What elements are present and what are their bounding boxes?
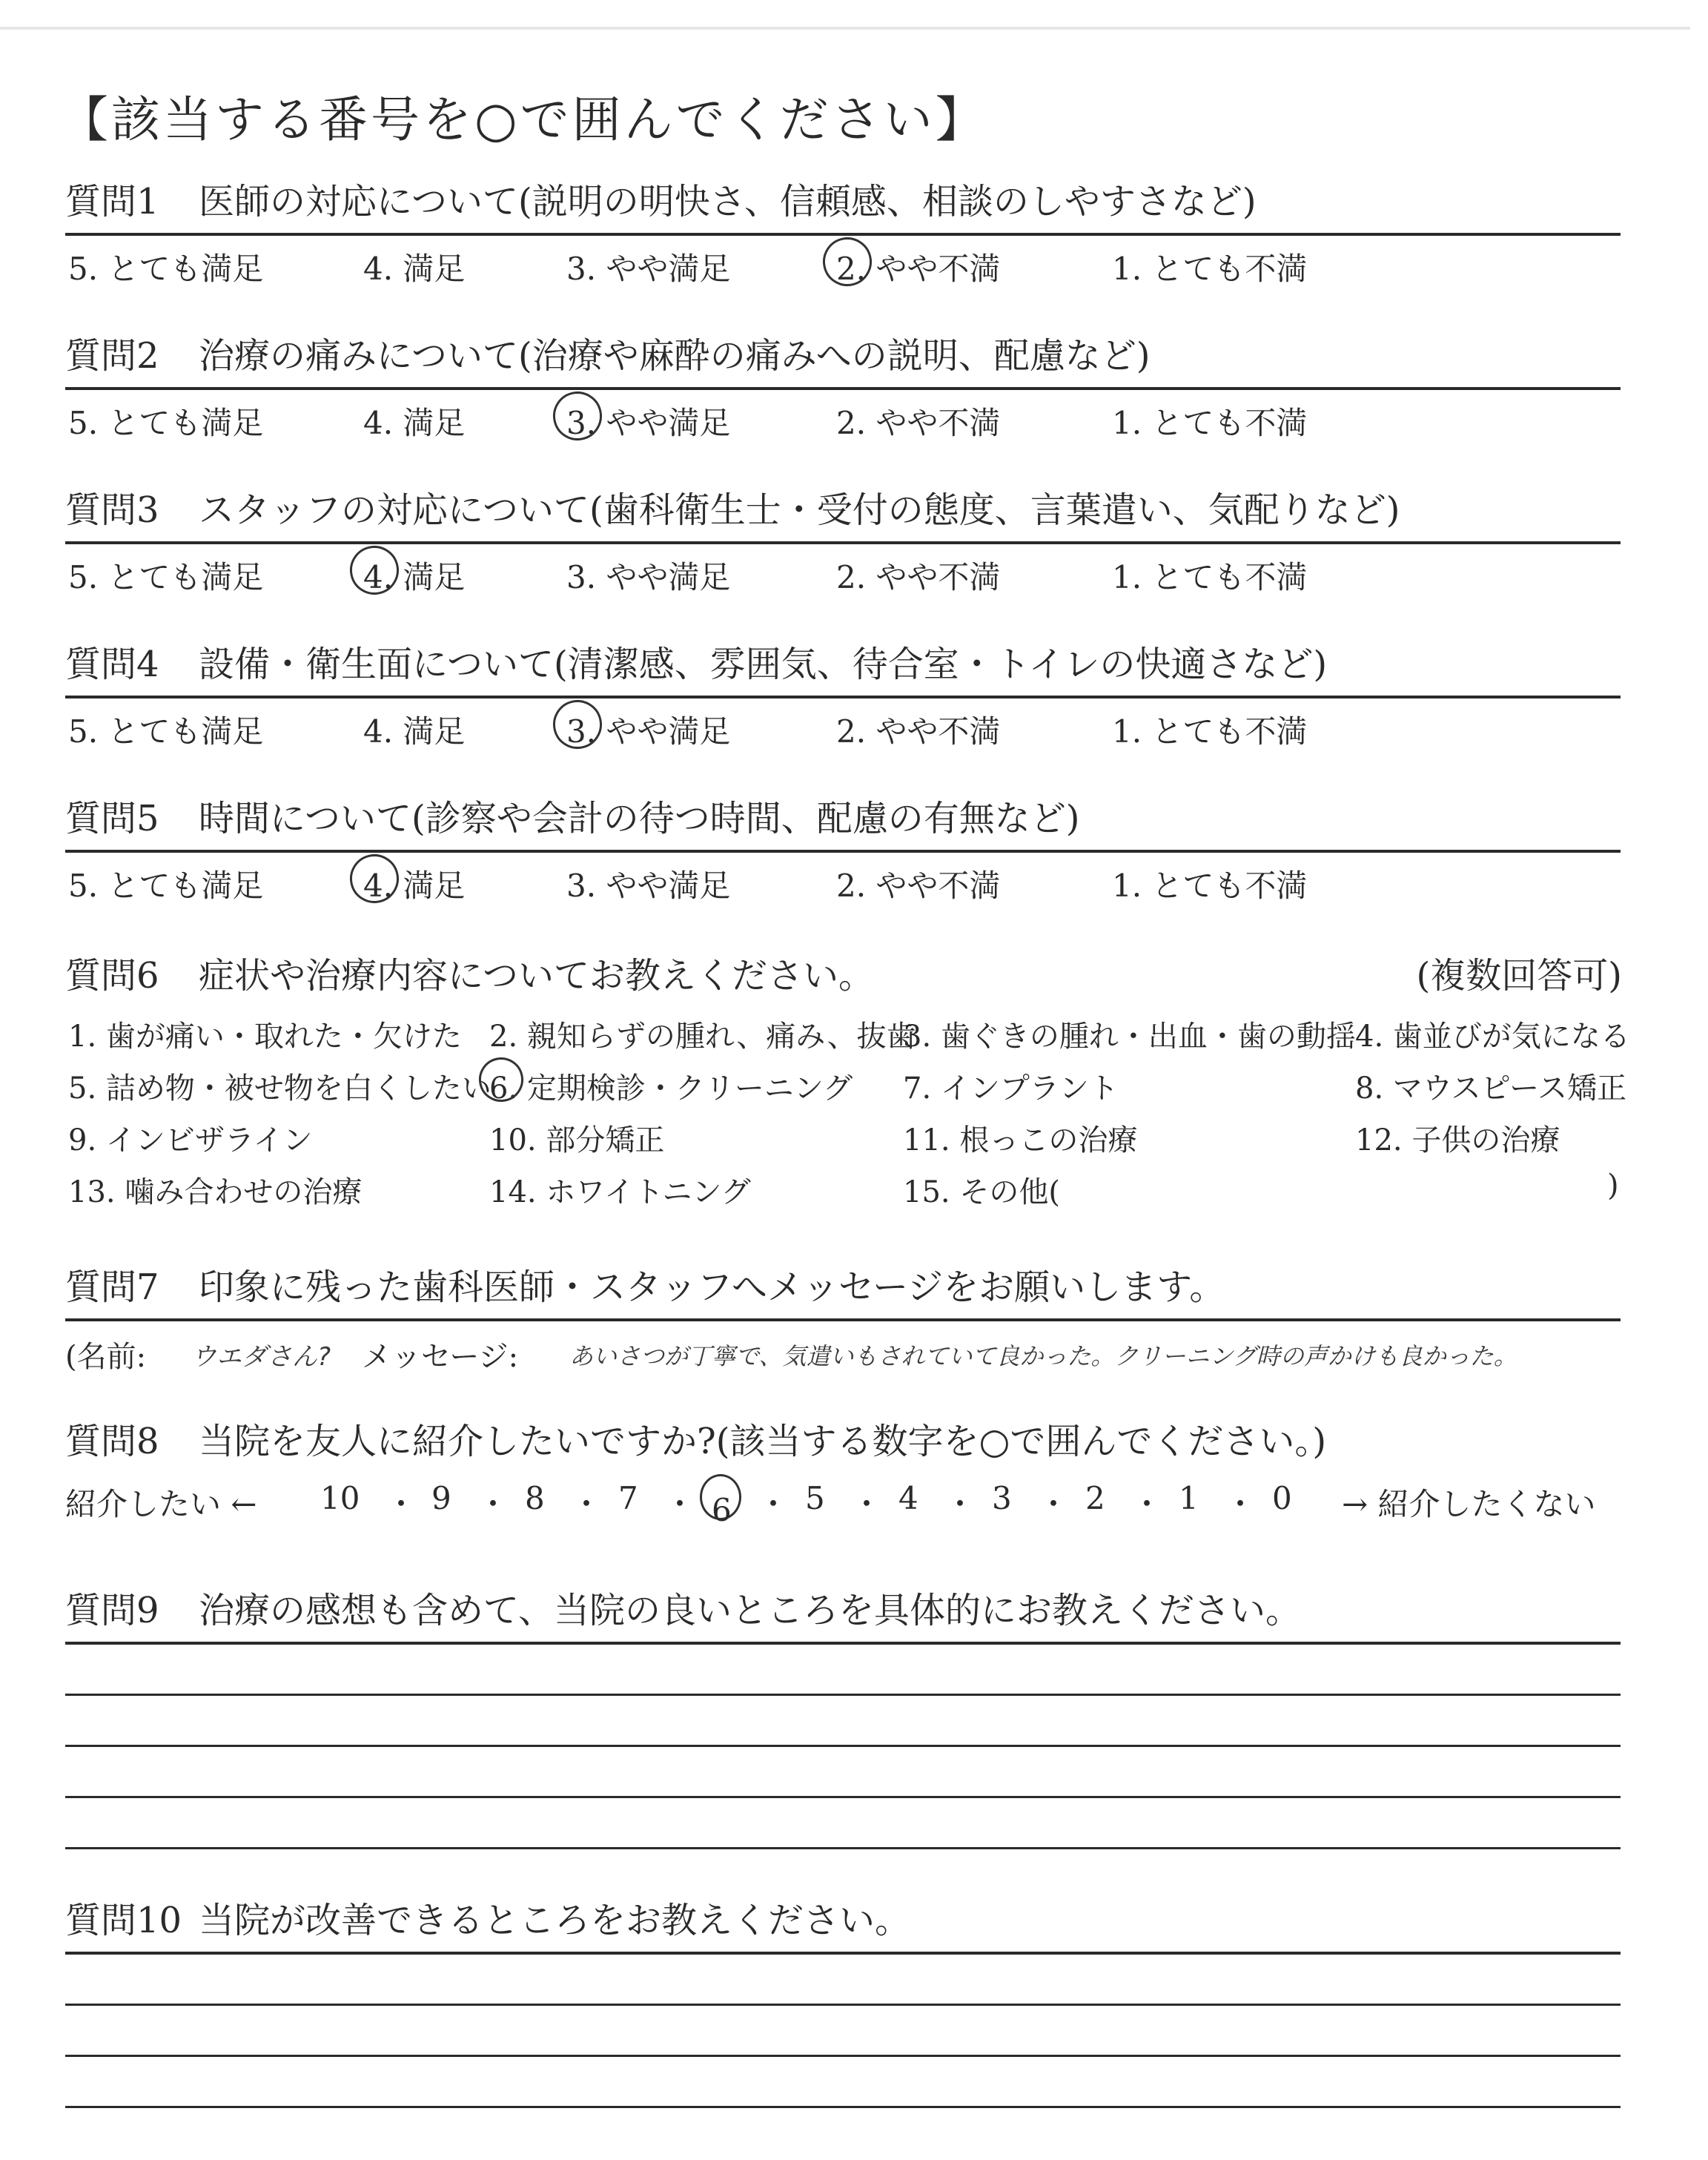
question-4 [65, 638, 1622, 755]
option-3[interactable]: 3. やや満足 [566, 559, 731, 595]
symptom-option-4[interactable]: 4. 歯並びが気になる [1355, 1020, 1630, 1054]
scale-separator: ・ [944, 1486, 976, 1522]
symptom-option-13[interactable]: 13. 噛み合わせの治療 [68, 1175, 363, 1209]
option-1[interactable]: 1. とても不満 [1112, 868, 1308, 904]
option-2-selected[interactable]: 2. やや不満 [836, 245, 1000, 289]
option-4[interactable]: 4. 満足 [363, 251, 466, 287]
scale-left-label: 紹介したい ← [65, 1486, 257, 1522]
question-number: 質問5 [65, 798, 159, 839]
question-text: 時間について(診察や会計の待つ時間、配慮の有無など) [199, 798, 1080, 839]
multiple-answers-note: (複数回答可) [1416, 955, 1622, 997]
answer-line[interactable] [65, 1642, 1621, 1645]
question-6 [65, 949, 1630, 1228]
scale-separator: ・ [758, 1486, 790, 1522]
option-5[interactable]: 5. とても満足 [68, 251, 264, 287]
handwritten-message[interactable]: あいさつが丁寧で、気遣いもされていて良かった。クリーニング時の声かけも良かった。 [569, 1342, 1517, 1370]
scale-9[interactable]: 9 [431, 1480, 451, 1516]
option-3-selected[interactable]: 3. やや満足 [566, 707, 730, 752]
question-number: 質問3 [65, 489, 159, 531]
question-number: 質問1 [65, 181, 159, 222]
question-5 [65, 792, 1622, 909]
symptom-option-14[interactable]: 14. ホワイトニング [489, 1175, 751, 1209]
option-4-selected[interactable]: 4. 満足 [363, 862, 465, 906]
message-area [65, 1321, 1622, 1381]
question-2 [65, 329, 1622, 446]
scale-10[interactable]: 10 [320, 1480, 360, 1516]
scan-top-edge [0, 27, 1690, 30]
symptom-option-12[interactable]: 12. 子供の治療 [1355, 1123, 1560, 1157]
symptom-option-2[interactable]: 2. 親知らずの腫れ、痛み、抜歯 [489, 1020, 916, 1054]
scale-separator: ・ [851, 1486, 883, 1522]
option-3[interactable]: 3. やや満足 [566, 251, 731, 287]
symptom-option-8[interactable]: 8. マウスピース矯正 [1355, 1071, 1627, 1106]
option-2[interactable]: 2. やや不満 [836, 559, 1001, 595]
symptom-option-15[interactable]: 15. その他( [903, 1175, 1060, 1209]
answer-line[interactable] [65, 1694, 1621, 1696]
other-close-paren: ) [1607, 1169, 1619, 1203]
symptom-option-9[interactable]: 9. インビザライン [68, 1123, 313, 1157]
rating-options [65, 698, 1622, 755]
answer-line[interactable] [65, 2055, 1621, 2057]
question-number: 質問7 [65, 1266, 159, 1308]
question-8 [65, 1415, 1622, 1527]
symptom-option-7[interactable]: 7. インプラント [903, 1071, 1119, 1106]
scale-2[interactable]: 2 [1085, 1480, 1105, 1516]
question-7 [65, 1261, 1622, 1381]
rating-options [65, 544, 1622, 601]
symptom-option-10[interactable]: 10. 部分矯正 [489, 1123, 665, 1157]
answer-line[interactable] [65, 2106, 1621, 2108]
scale-1[interactable]: 1 [1179, 1480, 1199, 1516]
scale-separator: ・ [1131, 1486, 1163, 1522]
option-4-selected[interactable]: 4. 満足 [363, 553, 465, 598]
symptom-option-6-selected[interactable]: 6. 定期検診・クリーニング [489, 1065, 853, 1107]
question-number: 質問4 [65, 644, 159, 685]
scale-separator: ・ [385, 1486, 417, 1522]
scale-7[interactable]: 7 [618, 1480, 638, 1516]
scale-right-label: → 紹介したくない [1342, 1486, 1596, 1522]
option-2[interactable]: 2. やや不満 [836, 713, 1001, 750]
symptom-option-1[interactable]: 1. 歯が痛い・取れた・欠けた [68, 1020, 462, 1054]
option-3-selected[interactable]: 3. やや満足 [566, 399, 730, 443]
scale-separator: ・ [1038, 1486, 1070, 1522]
page-title: 【該当する番号を○で囲んでください】 [59, 91, 987, 148]
question-number: 質問2 [65, 335, 159, 377]
question-1 [65, 175, 1622, 292]
handwritten-name[interactable]: ウエダさん? [191, 1342, 331, 1372]
question-text: 当院が改善できるところをお教えください。 [199, 1900, 911, 1941]
option-5[interactable]: 5. とても満足 [68, 713, 264, 750]
scale-5[interactable]: 5 [805, 1480, 825, 1516]
rating-options [65, 853, 1622, 909]
message-label: メッセージ: [362, 1340, 519, 1374]
option-1[interactable]: 1. とても不満 [1112, 405, 1308, 441]
question-text: 当院を友人に紹介したいですか?(該当する数字を○で囲んでください。) [199, 1421, 1327, 1462]
option-2[interactable]: 2. やや不満 [836, 868, 1001, 904]
question-text: スタッフの対応について(歯科衛生士・受付の態度、言葉遣い、気配りなど) [199, 489, 1400, 531]
scale-3[interactable]: 3 [992, 1480, 1012, 1516]
question-text: 症状や治療内容についてお教えください。 [199, 955, 875, 997]
question-3 [65, 483, 1622, 601]
scale-8[interactable]: 8 [525, 1480, 545, 1516]
rating-options [65, 236, 1622, 292]
question-10 [65, 1894, 1622, 2108]
option-5[interactable]: 5. とても満足 [68, 405, 264, 441]
scale-0[interactable]: 0 [1272, 1480, 1292, 1516]
scale-4[interactable]: 4 [898, 1480, 918, 1516]
referral-scale: 紹介したい ← 10 ・ 9 ・ 8 ・ 7 ・ 6 ・ 5 ・ 4 ・ 3 ・ 2 ・ 1 ・ 0 → 紹介したくない [65, 1468, 1622, 1527]
question-text: 治療の感想も含めて、当院の良いところを具体的にお教えください。 [199, 1590, 1302, 1631]
symptom-option-11[interactable]: 11. 根っこの治療 [903, 1123, 1138, 1157]
option-1[interactable]: 1. とても不満 [1112, 559, 1308, 595]
scale-separator: ・ [477, 1486, 509, 1522]
question-number: 質問6 [65, 955, 159, 997]
option-4[interactable]: 4. 満足 [363, 713, 466, 750]
question-text: 治療の痛みについて(治療や麻酔の痛みへの説明、配慮など) [199, 335, 1151, 377]
answer-line[interactable] [65, 1847, 1621, 1849]
answer-line[interactable] [65, 1745, 1621, 1747]
question-text: 設備・衛生面について(清潔感、雰囲気、待合室・トイレの快適さなど) [199, 644, 1328, 685]
option-5[interactable]: 5. とても満足 [68, 559, 264, 595]
scale-separator: ・ [1225, 1486, 1257, 1522]
symptom-option-5[interactable]: 5. 詰め物・被せ物を白くしたい [68, 1071, 491, 1106]
question-text: 医師の対応について(説明の明快さ、信頼感、相談のしやすさなど) [199, 181, 1257, 222]
name-label: (名前: [65, 1340, 147, 1374]
symptom-option-3[interactable]: 3. 歯ぐきの腫れ・出血・歯の動揺 [903, 1020, 1356, 1054]
option-1[interactable]: 1. とても不満 [1112, 713, 1308, 750]
scale-separator: ・ [571, 1486, 603, 1522]
option-3[interactable]: 3. やや満足 [566, 868, 731, 904]
question-number: 質問8 [65, 1421, 159, 1462]
question-text: 印象に残った歯科医師・スタッフへメッセージをお願いします。 [199, 1266, 1225, 1308]
question-9 [65, 1584, 1622, 1849]
option-1[interactable]: 1. とても不満 [1112, 251, 1308, 287]
answer-line[interactable] [65, 2004, 1621, 2006]
answer-line[interactable] [65, 1796, 1621, 1798]
answer-line[interactable] [65, 1952, 1621, 1955]
scale-separator: ・ [664, 1486, 696, 1522]
option-4[interactable]: 4. 満足 [363, 405, 466, 441]
question-number: 質問10 [65, 1900, 182, 1941]
option-5[interactable]: 5. とても満足 [68, 868, 264, 904]
rating-options [65, 390, 1622, 446]
option-2[interactable]: 2. やや不満 [836, 405, 1001, 441]
question-number: 質問9 [65, 1590, 159, 1631]
symptom-options [65, 1013, 1630, 1228]
